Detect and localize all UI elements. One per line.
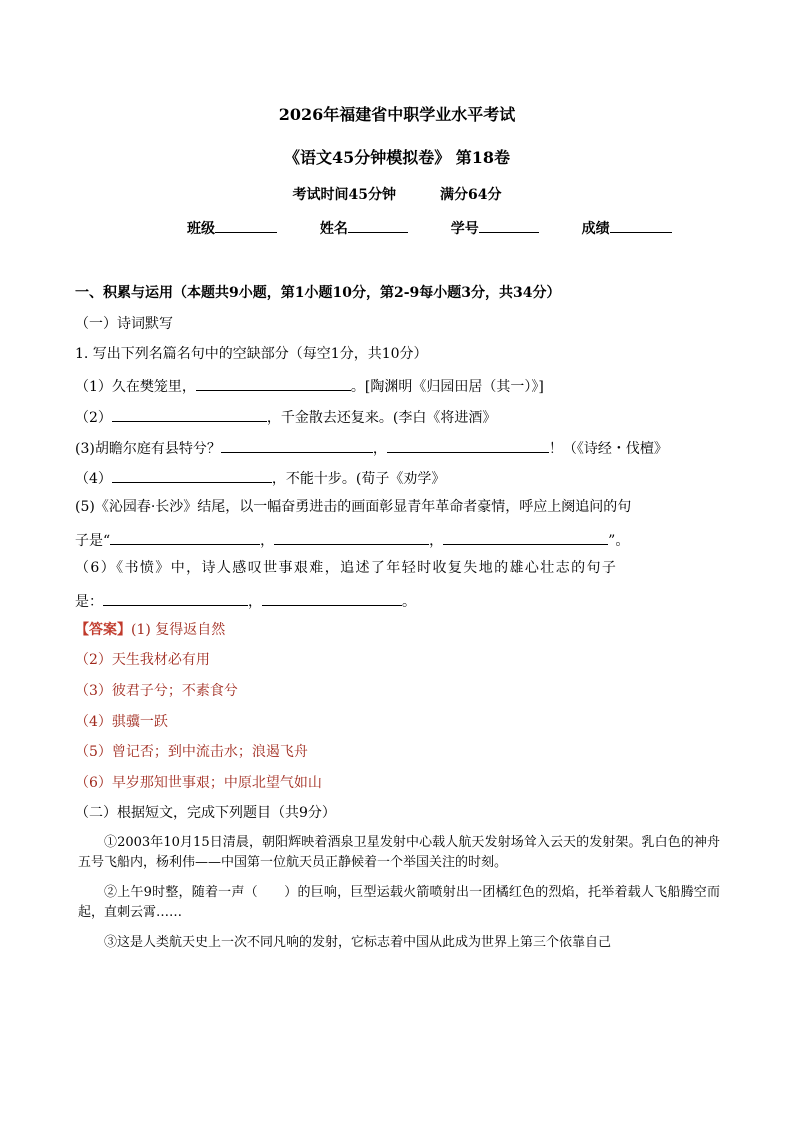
exam-score: 满分64分 [440, 187, 502, 203]
passage-paragraph-3: ③这是人类航天史上一次不同凡响的发射，它标志着中国从此成为世界上第三个依靠自己 [104, 935, 612, 950]
question-1-item-6-line2: 是： ， 。 [75, 589, 416, 612]
answer-blank[interactable] [262, 589, 402, 606]
answer-blank[interactable] [221, 436, 373, 453]
student-info-fields [187, 216, 710, 239]
answer-blank[interactable] [274, 528, 429, 545]
answer-blank[interactable] [196, 374, 351, 391]
answer-line-3: （3）彼君子兮；不素食兮 [75, 683, 238, 699]
exam-title: 2026年福建省中职学业水平考试 [278, 105, 516, 124]
name-field[interactable]: 姓名 [320, 216, 408, 239]
answer-blank[interactable] [443, 528, 608, 545]
answer-line-5: （5）曾记否；到中流击水；浪遏飞舟 [75, 744, 308, 760]
passage-paragraph-2: ②上午9时整，随着一声（ ）的巨响，巨型运载火箭喷射出一团橘红色的烈焰，托举着载人飞船腾空而起，直刺云霄…… [78, 885, 720, 920]
question-1-item-6-line1: （6）《书愤》中，诗人感叹世事艰难，追述了年轻时收复失地的雄心壮志的句子 [75, 560, 618, 576]
question-1-item-5-line2: 子是“ ， ， ”。 [75, 528, 629, 551]
answer-blank[interactable] [103, 589, 248, 606]
answer-blank[interactable] [387, 436, 549, 453]
answer-line-4: （4）骐骥一跃 [75, 714, 168, 730]
question-1-stem: 1. 写出下列名篇名句中的空缺部分（每空1分，共10分） [75, 346, 428, 362]
exam-time: 考试时间45分钟 [292, 187, 396, 203]
student-id-field[interactable]: 学号 [451, 216, 539, 239]
subsection-poetry: （一）诗词默写 [75, 316, 173, 332]
passage-paragraph-1: ①2003年10月15日清晨，朝阳辉映着酒泉卫星发射中心载人航天发射场耸入云天的发射架。乳白色的神舟五号飞船内，杨利伟——中国第一位航天员正静候着一个举国关注的时刻。 [78, 835, 720, 870]
class-field[interactable]: 班级 [187, 216, 277, 239]
grade-field[interactable]: 成绩 [582, 216, 672, 239]
answer-line-2: （2）天生我材必有用 [75, 652, 210, 668]
answer-blank[interactable] [112, 466, 272, 483]
question-1-item-4: （4） ，不能十步。(荀子《劝学》 [75, 466, 445, 489]
question-1-item-3: (3)胡瞻尔庭有县特兮？ ， ！（《诗经・伐檀》 [75, 436, 668, 459]
section-heading: 一、积累与运用（本题共9小题，第1小题10分，第2-9每小题3分，共34分） [75, 285, 561, 301]
answer-blank[interactable] [110, 528, 260, 545]
answer-line-1: 【答案】(1) 复得返自然 [75, 622, 226, 638]
reading-passage [78, 833, 720, 953]
question-1-item-1: （1）久在樊笼里， 。[陶渊明《归园田居（其一）》] [75, 374, 544, 397]
question-1-item-5-line1: (5)《沁园春·长沙》结尾，以一幅奋勇进击的画面彰显青年革命者豪情，呼应上阕追问的句 [75, 499, 632, 515]
answer-line-6: （6）早岁那知世事艰；中原北望气如山 [75, 775, 322, 791]
exam-meta [0, 185, 794, 205]
answer-blank[interactable] [112, 405, 267, 422]
answer-tag: 【答案】 [75, 622, 131, 638]
question-1-item-2: （2） ，千金散去还复来。(李白《将进酒》 [75, 405, 496, 428]
subsection-reading: （二）根据短文，完成下列题目（共9分） [75, 805, 336, 821]
exam-subtitle: 《语文45分钟模拟卷》 第18卷 [283, 148, 511, 167]
